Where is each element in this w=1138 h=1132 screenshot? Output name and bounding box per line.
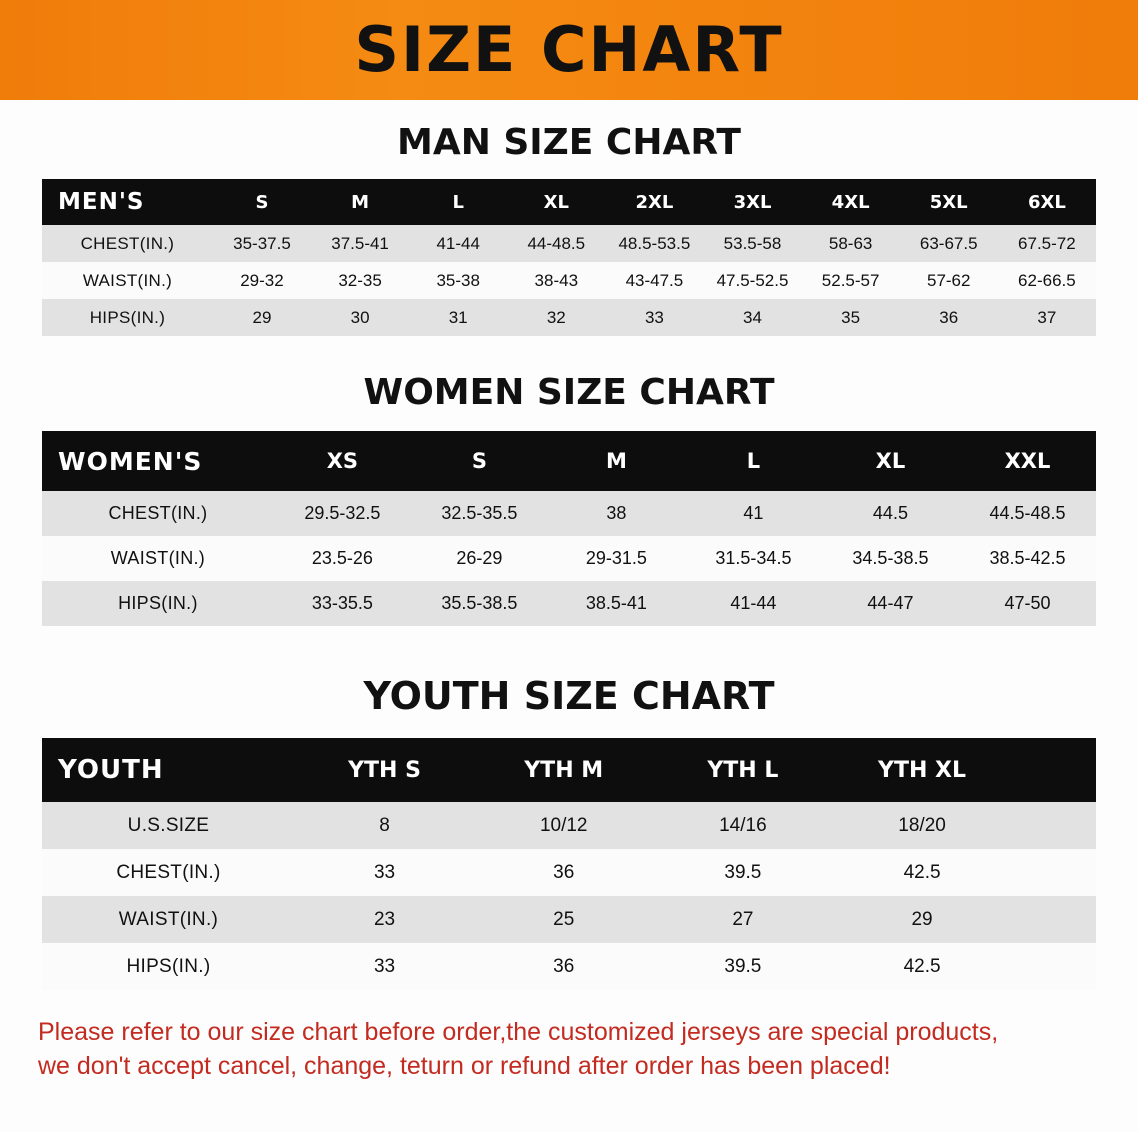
women-header-row <box>42 431 1096 491</box>
youth-size-table <box>42 738 1096 990</box>
disclaimer-note <box>38 1016 1100 1084</box>
youth-row-1-val-0: 33 <box>373 861 396 883</box>
man-row-0-val-3: 44-48.5 <box>527 233 586 253</box>
youth-row-1-val-3: 42.5 <box>903 861 941 883</box>
women-size-col-0: XS <box>326 449 359 473</box>
women-row-1-val-3: 31.5-34.5 <box>715 548 792 568</box>
women-size-col-4: XL <box>875 449 906 473</box>
man-size-table <box>42 179 1096 336</box>
youth-row-2-val-0: 23 <box>373 908 396 930</box>
table-row <box>42 943 1096 990</box>
women-row-1-val-2: 29-31.5 <box>585 548 647 568</box>
man-row-2-val-2: 31 <box>448 307 468 327</box>
women-table-head <box>42 431 1096 491</box>
women-row-2-label: HIPS(IN.) <box>118 593 198 613</box>
man-table-head <box>42 179 1096 225</box>
man-row-2-val-8: 37 <box>1037 307 1057 327</box>
man-size-col-5: 3XL <box>733 191 772 213</box>
women-row-2-val-1: 35.5-38.5 <box>441 593 518 613</box>
youth-header-row <box>42 738 1096 802</box>
man-row-1-val-8: 62-66.5 <box>1018 270 1076 290</box>
man-row-1-val-6: 52.5-57 <box>821 270 880 290</box>
table-row <box>42 299 1096 336</box>
youth-header-label: YOUTH <box>58 755 164 785</box>
youth-row-2-val-3: 29 <box>911 908 933 930</box>
women-row-0-val-1: 32.5-35.5 <box>441 503 518 523</box>
banner <box>0 0 1138 100</box>
youth-row-1-val-1: 36 <box>553 861 575 883</box>
youth-row-3-label: HIPS(IN.) <box>126 955 211 977</box>
women-row-2-val-3: 41-44 <box>730 593 777 613</box>
youth-table-wrapper <box>42 738 1096 990</box>
man-row-2-label: HIPS(IN.) <box>89 307 166 327</box>
man-table-wrapper <box>42 179 1096 336</box>
man-size-col-1: M <box>351 191 370 213</box>
page-title: SIZE CHART <box>354 13 784 86</box>
women-row-0-val-5: 44.5-48.5 <box>989 503 1066 523</box>
youth-row-0-label: U.S.SIZE <box>127 814 210 836</box>
youth-row-0-spacer <box>1012 802 1096 849</box>
youth-row-2-val-2: 27 <box>732 908 754 930</box>
youth-size-col-0: YTH S <box>348 757 421 783</box>
man-row-2-val-0: 29 <box>252 307 272 327</box>
table-row <box>42 849 1096 896</box>
man-row-1-val-2: 35-38 <box>436 270 480 290</box>
youth-row-1-spacer <box>1012 849 1096 896</box>
youth-row-1-label: CHEST(IN.) <box>116 861 221 883</box>
youth-row-0-val-0: 8 <box>379 814 390 836</box>
table-row <box>42 802 1096 849</box>
man-size-col-8: 6XL <box>1027 191 1066 213</box>
youth-table-body <box>42 802 1096 990</box>
man-row-1-val-0: 29-32 <box>240 270 284 290</box>
youth-row-3-val-3: 42.5 <box>903 955 941 977</box>
man-size-col-4: 2XL <box>635 191 674 213</box>
man-row-0-val-0: 35-37.5 <box>233 233 291 253</box>
table-row <box>42 581 1096 626</box>
youth-row-3-val-0: 33 <box>373 955 396 977</box>
man-row-2-val-6: 35 <box>841 307 861 327</box>
women-section-heading: WOMEN SIZE CHART <box>363 372 775 413</box>
disclaimer-line-2: we don't accept cancel, change, teturn or refund after order has been placed! <box>38 1051 891 1080</box>
youth-row-1-val-2: 39.5 <box>724 861 762 883</box>
man-size-col-6: 4XL <box>831 191 870 213</box>
youth-section-heading: YOUTH SIZE CHART <box>363 674 775 718</box>
man-row-0-label: CHEST(IN.) <box>80 233 175 253</box>
man-row-1-val-1: 32-35 <box>338 270 382 290</box>
women-row-1-val-1: 26-29 <box>456 548 503 568</box>
table-row <box>42 491 1096 536</box>
women-size-col-2: M <box>605 449 627 473</box>
women-row-0-label: CHEST(IN.) <box>108 503 208 523</box>
man-row-1-val-3: 38-43 <box>534 270 579 290</box>
man-row-1-val-5: 47.5-52.5 <box>716 270 789 290</box>
youth-row-0-val-3: 18/20 <box>898 814 946 836</box>
man-size-col-2: L <box>452 191 464 213</box>
man-row-2-val-5: 34 <box>743 307 762 327</box>
women-size-col-3: L <box>746 449 761 473</box>
women-size-col-5: XXL <box>1004 449 1051 473</box>
man-row-0-val-1: 37.5-41 <box>331 233 389 253</box>
women-size-table <box>42 431 1096 626</box>
man-size-col-7: 5XL <box>929 191 968 213</box>
man-size-col-3: XL <box>543 191 569 213</box>
women-row-0-val-0: 29.5-32.5 <box>304 503 381 523</box>
women-row-1-label: WAIST(IN.) <box>110 548 206 568</box>
man-section-heading: MAN SIZE CHART <box>397 122 741 163</box>
man-row-0-val-4: 48.5-53.5 <box>618 233 691 253</box>
table-row <box>42 225 1096 262</box>
women-row-2-val-4: 44-47 <box>867 593 914 613</box>
youth-row-2-val-1: 25 <box>553 908 575 930</box>
man-header-row <box>42 179 1096 225</box>
women-table-body <box>42 491 1096 626</box>
women-row-0-val-4: 44.5 <box>872 503 908 523</box>
man-row-0-val-6: 58-63 <box>828 233 873 253</box>
youth-table-head <box>42 738 1096 802</box>
man-row-2-val-3: 32 <box>546 307 566 327</box>
women-row-2-val-0: 33-35.5 <box>311 593 373 613</box>
women-row-0-val-3: 41 <box>743 503 764 523</box>
women-size-col-1: S <box>471 449 487 473</box>
table-row <box>42 896 1096 943</box>
table-row <box>42 536 1096 581</box>
women-row-1-val-0: 23.5-26 <box>311 548 373 568</box>
women-row-2-val-5: 47-50 <box>1004 593 1051 613</box>
man-row-1-val-7: 57-62 <box>926 270 971 290</box>
man-row-0-val-2: 41-44 <box>436 233 480 253</box>
man-header-label: MEN'S <box>58 189 145 215</box>
youth-header-spacer <box>1012 738 1096 802</box>
youth-row-2-spacer <box>1012 896 1096 943</box>
women-row-0-val-2: 38 <box>606 503 627 523</box>
man-size-col-0: S <box>255 191 269 213</box>
man-row-1-val-4: 43-47.5 <box>625 270 684 290</box>
youth-size-col-3: YTH XL <box>878 757 967 783</box>
man-row-2-val-1: 30 <box>350 307 370 327</box>
man-row-1-label: WAIST(IN.) <box>82 270 173 290</box>
man-row-2-val-4: 33 <box>644 307 664 327</box>
man-table-body <box>42 225 1096 336</box>
women-header-label: WOMEN'S <box>58 446 203 476</box>
man-row-0-val-8: 67.5-72 <box>1018 233 1076 253</box>
youth-row-2-label: WAIST(IN.) <box>118 908 219 930</box>
youth-row-3-val-1: 36 <box>553 955 575 977</box>
man-row-0-val-5: 53.5-58 <box>723 233 782 253</box>
youth-size-col-1: YTH M <box>524 757 604 783</box>
table-row <box>42 262 1096 299</box>
women-row-1-val-5: 38.5-42.5 <box>989 548 1066 568</box>
women-row-1-val-4: 34.5-38.5 <box>852 548 929 568</box>
women-row-2-val-2: 38.5-41 <box>585 593 647 613</box>
man-row-0-val-7: 63-67.5 <box>919 233 978 253</box>
youth-row-3-spacer <box>1012 943 1096 990</box>
youth-row-0-val-2: 14/16 <box>719 814 767 836</box>
man-row-2-val-7: 36 <box>939 307 959 327</box>
youth-size-col-2: YTH L <box>707 757 779 783</box>
women-table-wrapper <box>42 431 1096 626</box>
disclaimer-line-1: Please refer to our size chart before order,the customized jerseys are special products, <box>38 1018 999 1046</box>
youth-row-3-val-2: 39.5 <box>724 955 762 977</box>
youth-row-0-val-1: 10/12 <box>539 814 588 836</box>
